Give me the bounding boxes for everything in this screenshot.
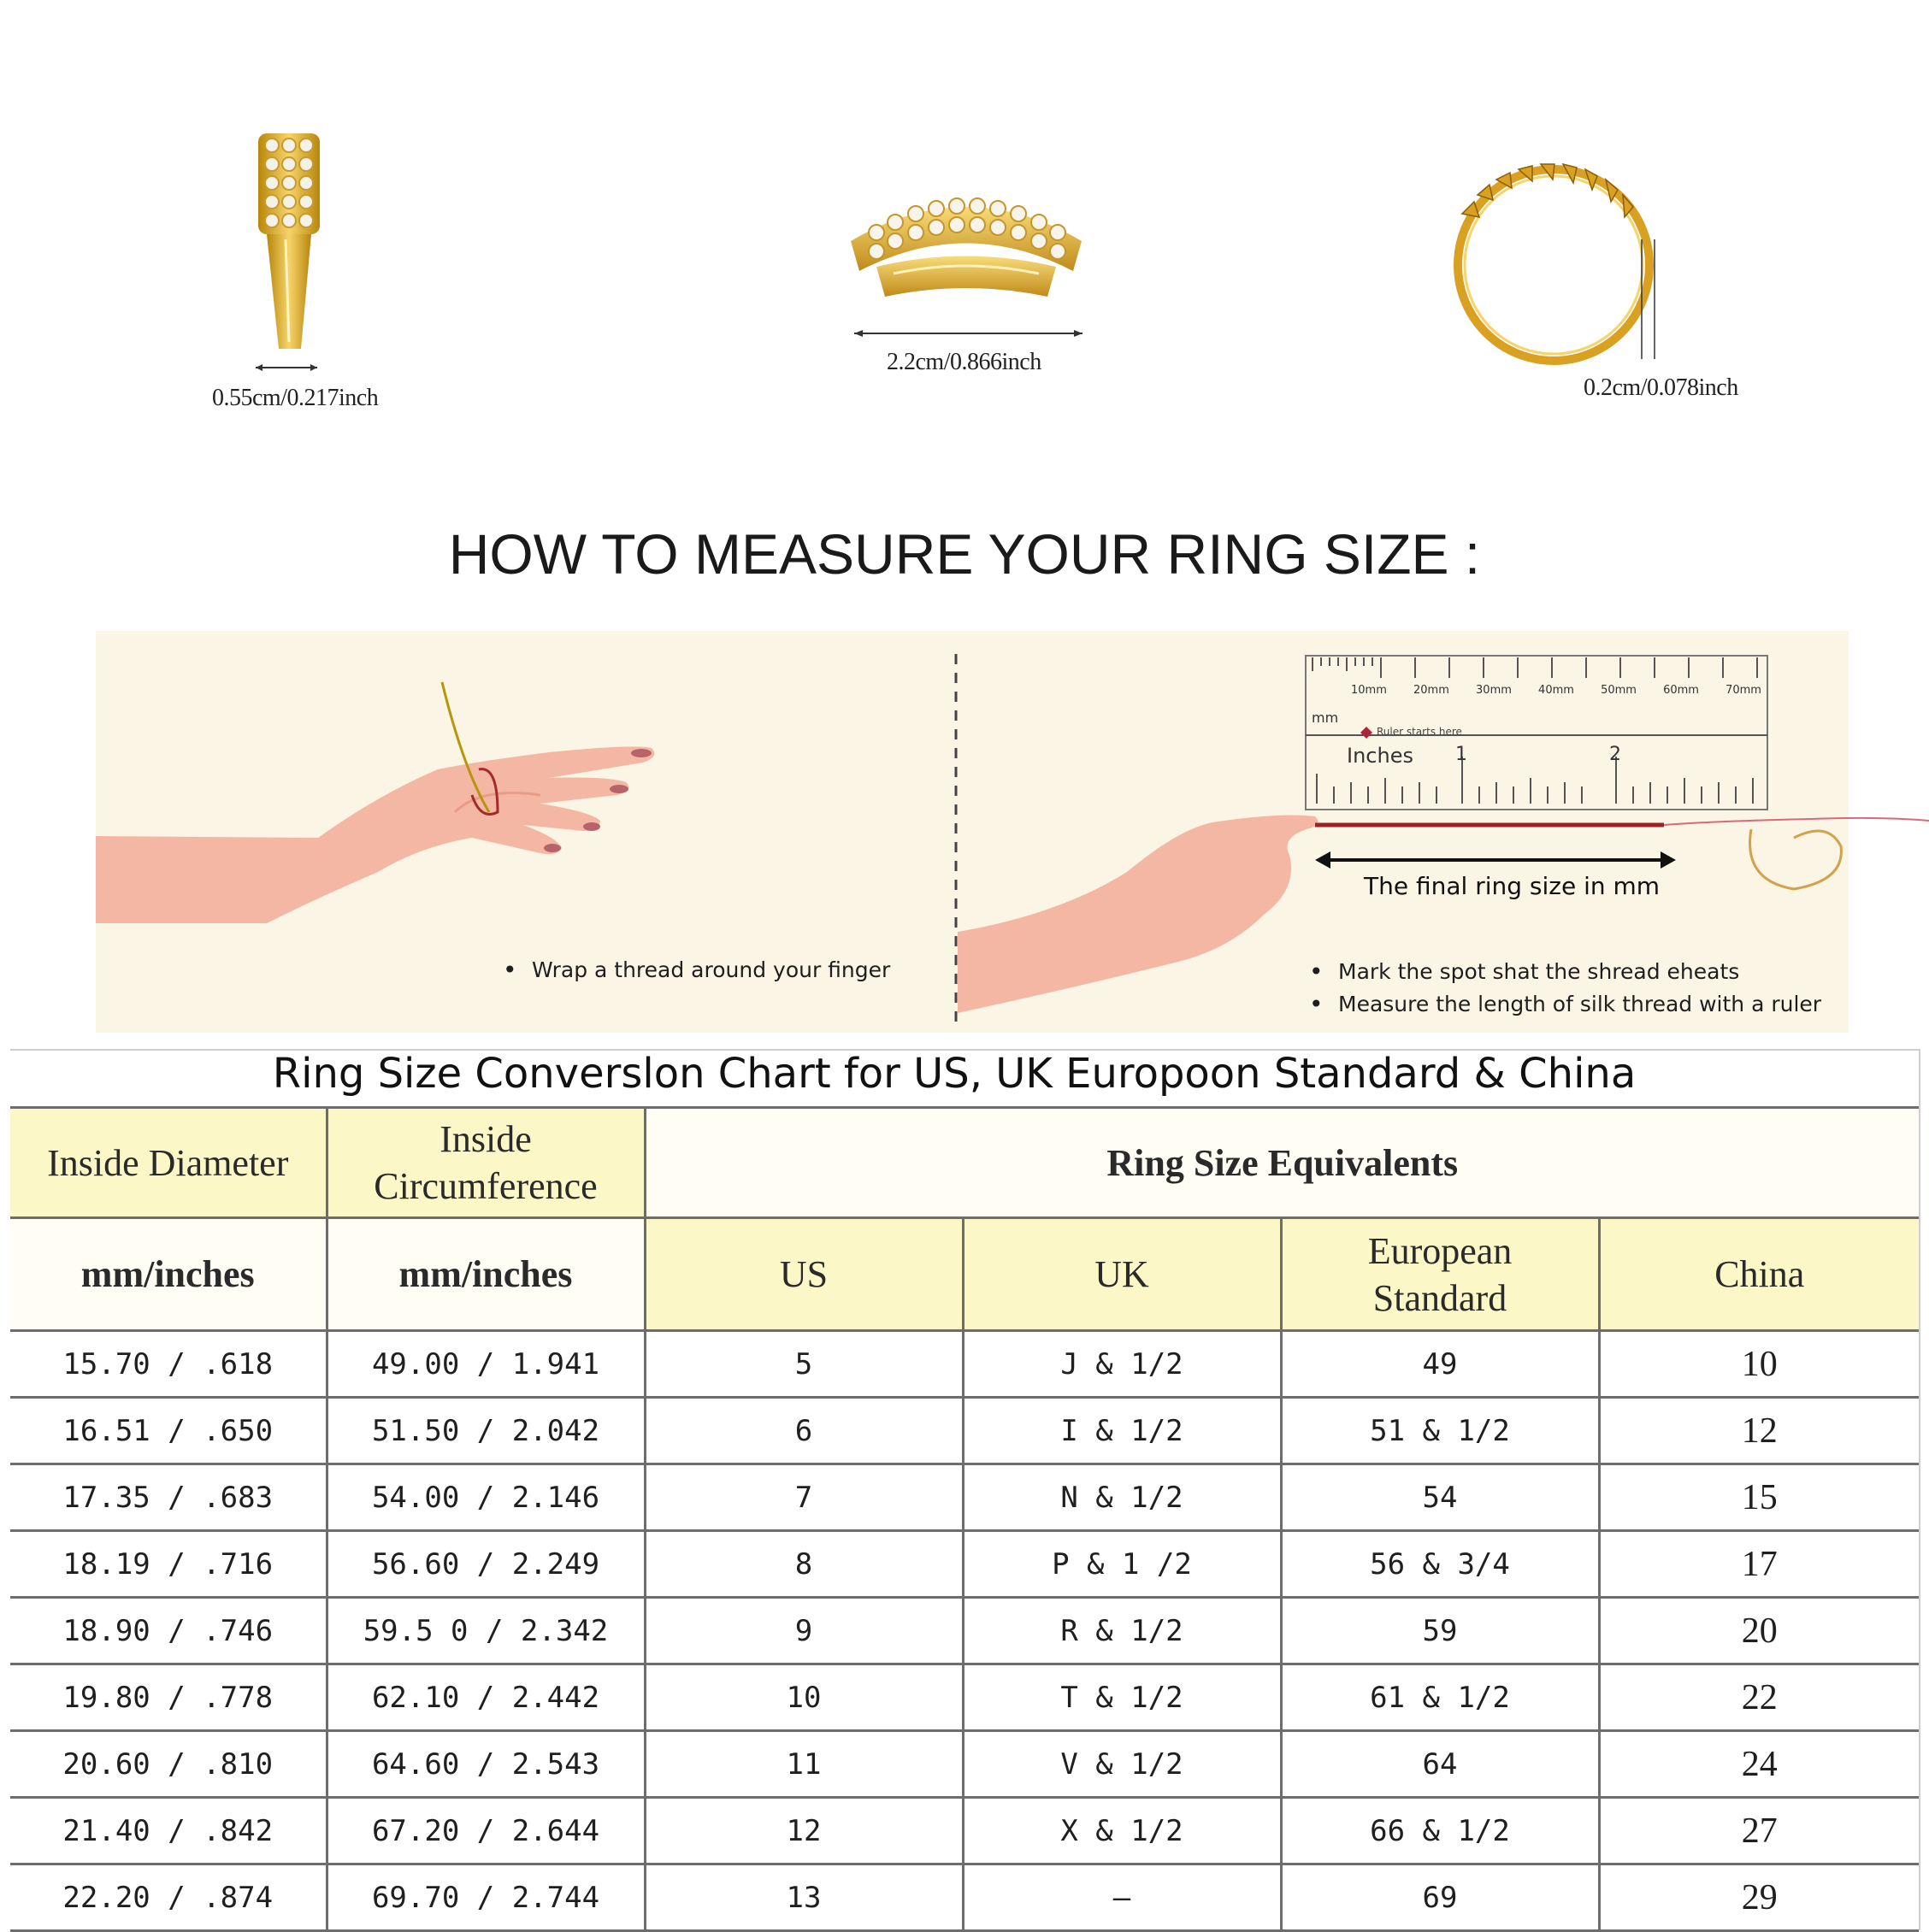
measure-title: HOW TO MEASURE YOUR RING SIZE : [448, 522, 1481, 586]
cell-diameter: 15.70 / .618 [10, 1331, 327, 1398]
cell-us: 9 [645, 1598, 963, 1664]
cell-china: 17 [1599, 1531, 1919, 1598]
cell-china: 10 [1599, 1331, 1919, 1398]
ruler-tick-label: 40mm [1538, 684, 1574, 697]
table-row [10, 1864, 1919, 1931]
cell-european: 51 & 1/2 [1281, 1398, 1599, 1464]
ruler-tick-label: 20mm [1413, 684, 1449, 697]
cell-circumference: 56.60 / 2.249 [327, 1531, 645, 1598]
cell-diameter: 19.80 / .778 [10, 1664, 327, 1731]
cell-china: 27 [1599, 1798, 1919, 1864]
chart-title: Ring Size Converslon Chart for US, UK Europoon Standard & China [272, 1050, 1637, 1098]
cell-circumference: 49.00 / 1.941 [327, 1331, 645, 1398]
width-dimension-arrow [252, 359, 321, 376]
ruler-tick-label: 30mm [1476, 684, 1512, 697]
header-european [1281, 1218, 1599, 1331]
cell-european: 49 [1281, 1331, 1599, 1398]
ruler-start-label: Ruler starts here [1377, 726, 1462, 738]
cell-china: 12 [1599, 1398, 1919, 1464]
hand-wrapping-thread-illustration [96, 667, 677, 949]
table-subheader-row [10, 1218, 1919, 1331]
cell-us: 13 [645, 1864, 963, 1931]
cell-european: 69 [1281, 1864, 1599, 1931]
cell-uk: — [963, 1864, 1281, 1931]
header-european-line2: Standard [1372, 1276, 1507, 1319]
ruler-tick-label: 70mm [1725, 684, 1761, 697]
table-row [10, 1598, 1919, 1664]
header-inside-diameter: Inside Diameter [10, 1108, 327, 1218]
cell-circumference: 62.10 / 2.442 [327, 1664, 645, 1731]
table-header-row [10, 1108, 1919, 1218]
cell-circumference: 67.20 / 2.644 [327, 1798, 645, 1864]
table-row [10, 1531, 1919, 1598]
header-inside-circumference [327, 1108, 645, 1218]
cell-diameter: 18.90 / .746 [10, 1598, 327, 1664]
cell-china: 22 [1599, 1664, 1919, 1731]
cell-european: 61 & 1/2 [1281, 1664, 1599, 1731]
table-row [10, 1464, 1919, 1531]
ruler-inch-2: 2 [1609, 744, 1621, 765]
header-european-line1: European [1367, 1229, 1513, 1272]
cell-uk: V & 1/2 [963, 1731, 1281, 1798]
cell-us: 7 [645, 1464, 963, 1531]
cell-us: 6 [645, 1398, 963, 1464]
cell-uk: J & 1/2 [963, 1331, 1281, 1398]
cell-us: 10 [645, 1664, 963, 1731]
cell-circumference: 54.00 / 2.146 [327, 1464, 645, 1531]
table-row [10, 1331, 1919, 1398]
cell-circumference: 69.70 / 2.744 [327, 1864, 645, 1931]
header-china: China [1599, 1218, 1919, 1331]
ring-diameter-label: 2.2cm/0.866inch [887, 349, 1041, 375]
cell-uk: P & 1 /2 [963, 1531, 1281, 1598]
ring-side-view-image [248, 128, 333, 359]
cell-european: 59 [1281, 1598, 1599, 1664]
header-uk: UK [963, 1218, 1281, 1331]
cell-uk: I & 1/2 [963, 1398, 1281, 1464]
cell-circumference: 51.50 / 2.042 [327, 1398, 645, 1464]
step-measure-thread: • Measure the length of silk thread with a ruler [1338, 992, 1821, 1016]
cell-us: 8 [645, 1531, 963, 1598]
ruler-tick-label: 10mm [1351, 684, 1387, 697]
ring-profile-view-image [1445, 137, 1676, 368]
ring-size-table [10, 1106, 1919, 1932]
cell-china: 24 [1599, 1731, 1919, 1798]
ring-width-label: 0.55cm/0.217inch [212, 385, 379, 411]
ruler-tick-label: 60mm [1663, 684, 1699, 697]
header-circumference-unit: mm/inches [327, 1218, 645, 1331]
cell-diameter: 17.35 / .683 [10, 1464, 327, 1531]
ruler-caption: The final ring size in mm [1364, 872, 1661, 900]
cell-uk: N & 1/2 [963, 1464, 1281, 1531]
cell-china: 29 [1599, 1864, 1919, 1931]
cell-european: 56 & 3/4 [1281, 1531, 1599, 1598]
header-diameter-unit: mm/inches [10, 1218, 327, 1331]
cell-uk: T & 1/2 [963, 1664, 1281, 1731]
header-us: US [645, 1218, 963, 1331]
ring-thickness-label: 0.2cm/0.078inch [1584, 374, 1738, 401]
cell-european: 54 [1281, 1464, 1599, 1531]
cell-diameter: 22.20 / .874 [10, 1864, 327, 1931]
ring-front-view-image [842, 181, 1090, 301]
header-inside-circumference-line1: Inside [439, 1118, 532, 1160]
step-mark-spot: • Mark the spot shat the shread eheats [1338, 959, 1739, 984]
cell-circumference: 59.5 0 / 2.342 [327, 1598, 645, 1664]
diameter-dimension-arrow [851, 325, 1086, 342]
cell-diameter: 21.40 / .842 [10, 1798, 327, 1864]
cell-european: 64 [1281, 1731, 1599, 1798]
ruler-illustration [1304, 654, 1770, 812]
cell-diameter: 20.60 / .810 [10, 1731, 327, 1798]
cell-us: 12 [645, 1798, 963, 1864]
header-inside-circumference-line2: Circumference [374, 1165, 598, 1207]
table-row [10, 1798, 1919, 1864]
cell-european: 66 & 1/2 [1281, 1798, 1599, 1864]
cell-diameter: 18.19 / .716 [10, 1531, 327, 1598]
cell-uk: R & 1/2 [963, 1598, 1281, 1664]
ruler-mm-tick-labels [1351, 684, 1761, 697]
cell-us: 5 [645, 1331, 963, 1398]
ruler-inch-1: 1 [1455, 744, 1467, 765]
cell-uk: X & 1/2 [963, 1798, 1281, 1864]
ruler-tick-label: 50mm [1601, 684, 1637, 697]
cell-china: 20 [1599, 1598, 1919, 1664]
cell-china: 15 [1599, 1464, 1919, 1531]
ruler-inches-label: Inches [1347, 744, 1413, 768]
cell-diameter: 16.51 / .650 [10, 1398, 327, 1464]
table-row [10, 1398, 1919, 1464]
header-ring-size-equivalents: Ring Size Equivalents [645, 1108, 1919, 1218]
step-wrap-thread: • Wrap a thread around your finger [532, 957, 890, 982]
table-row [10, 1664, 1919, 1731]
ruler-mm-unit: mm [1312, 710, 1339, 726]
table-row [10, 1731, 1919, 1798]
cell-us: 11 [645, 1731, 963, 1798]
cell-circumference: 64.60 / 2.543 [327, 1731, 645, 1798]
